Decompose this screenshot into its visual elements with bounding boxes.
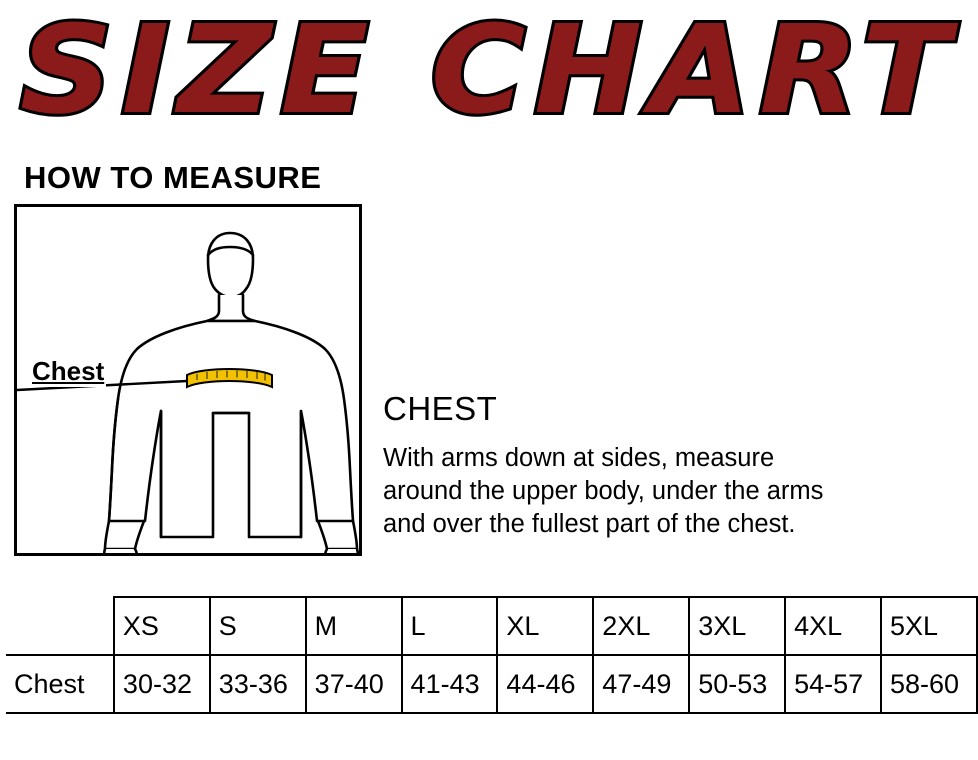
table-header-xs: XS	[114, 597, 210, 655]
table-header-m: M	[306, 597, 402, 655]
size-table	[6, 596, 978, 714]
description-line-1: With arms down at sides, measure	[383, 444, 775, 472]
how-to-measure-heading: HOW TO MEASURE	[24, 160, 322, 195]
description-line-2: around the upper body, under the arms	[383, 477, 824, 505]
table-cell-chest-2xl: 47-49	[593, 655, 689, 713]
table-header-xl: XL	[497, 597, 593, 655]
table-row-label-chest: Chest	[6, 655, 114, 713]
table-header-l: L	[402, 597, 498, 655]
description-body	[383, 442, 963, 541]
description-heading: CHEST	[383, 390, 498, 427]
table-row-chest	[6, 655, 977, 713]
page-title-text: SIZE CHART	[19, 0, 959, 141]
table-cell-chest-s: 33-36	[210, 655, 306, 713]
table-cell-chest-m: 37-40	[306, 655, 402, 713]
table-cell-chest-4xl: 54-57	[785, 655, 881, 713]
table-corner-cell	[6, 597, 114, 655]
table-header-s: S	[210, 597, 306, 655]
table-header-3xl: 3XL	[689, 597, 785, 655]
table-header-5xl: 5XL	[881, 597, 977, 655]
table-cell-chest-xs: 30-32	[114, 655, 210, 713]
table-cell-chest-l: 41-43	[402, 655, 498, 713]
chest-measure-label: Chest	[32, 356, 105, 386]
description-line-3: and over the fullest part of the chest.	[383, 510, 796, 538]
table-row-header	[6, 597, 977, 655]
table-header-4xl: 4XL	[785, 597, 881, 655]
page-title	[0, 0, 978, 146]
table-cell-chest-5xl: 58-60	[881, 655, 977, 713]
table-cell-chest-xl: 44-46	[497, 655, 593, 713]
table-cell-chest-3xl: 50-53	[689, 655, 785, 713]
table-header-2xl: 2XL	[593, 597, 689, 655]
description-block	[383, 390, 963, 541]
